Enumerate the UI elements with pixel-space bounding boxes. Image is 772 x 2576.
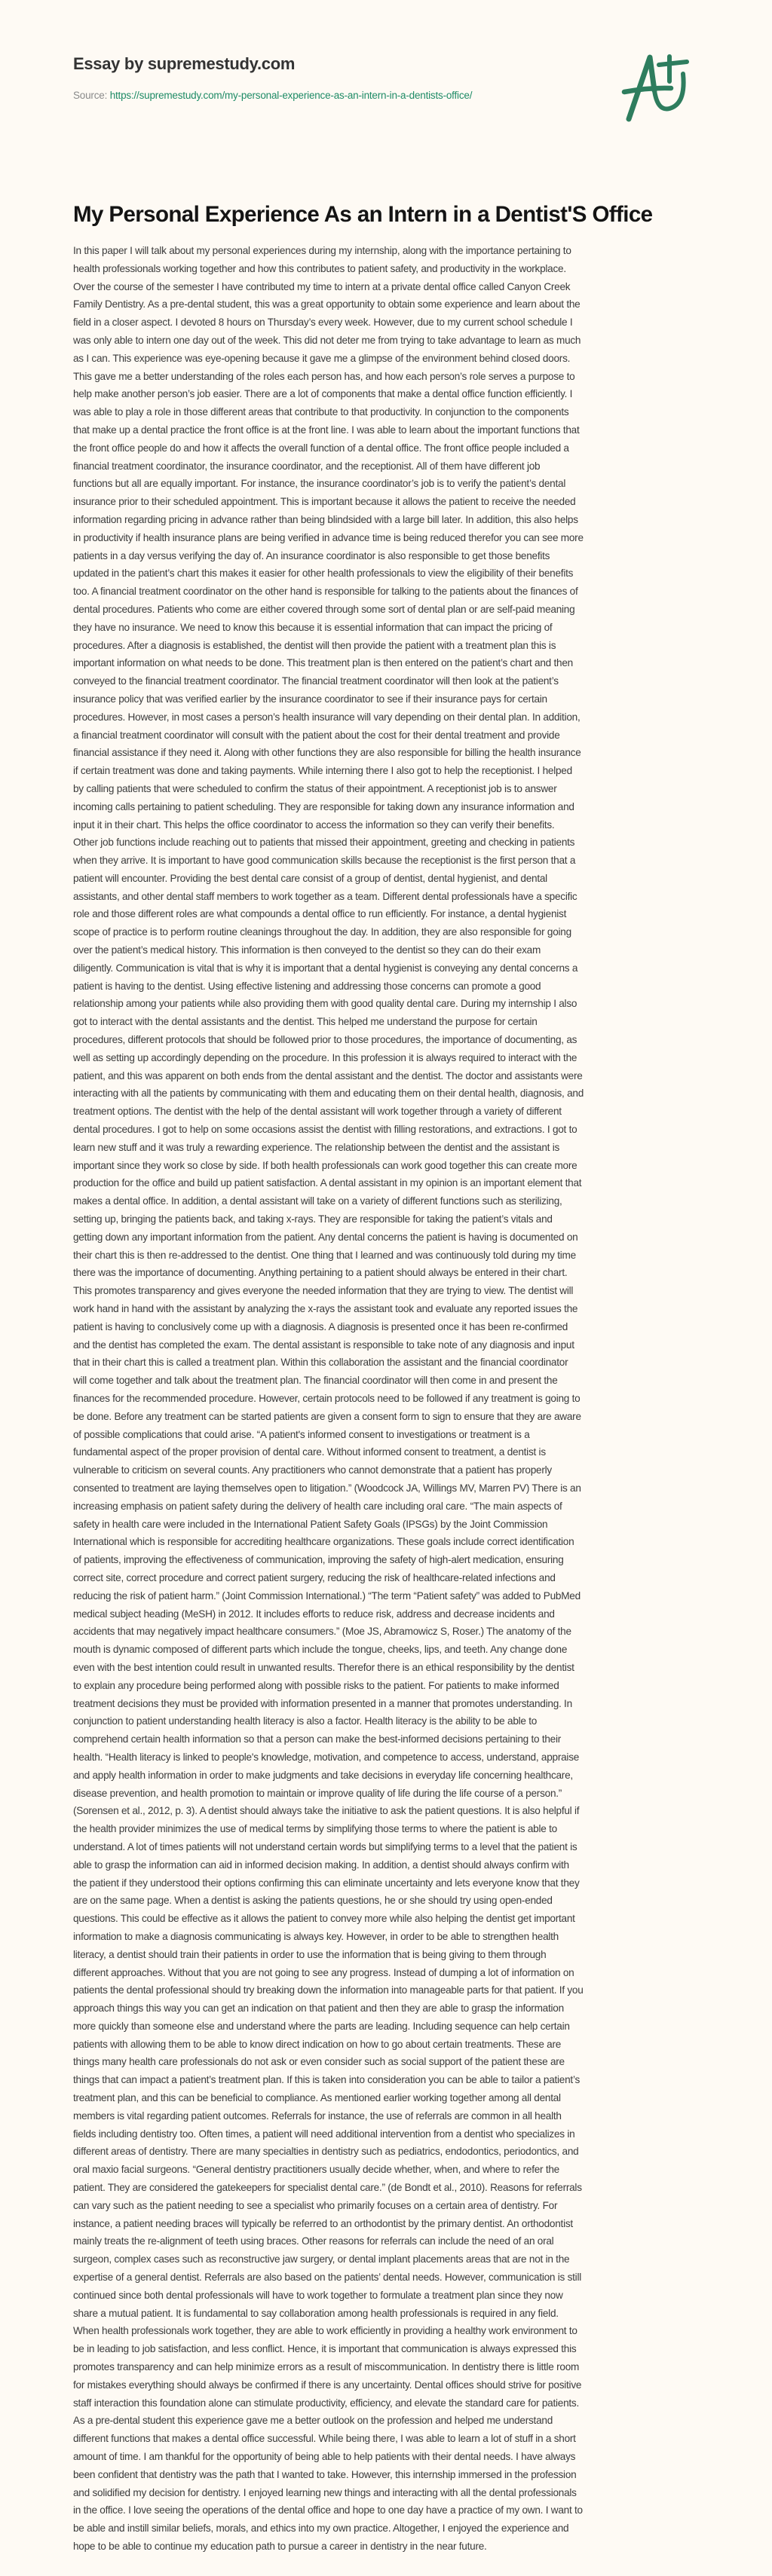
essay-line: increasing emphasis on patient safety during the delivery of health care including oral care. “The main aspects of [73,1500,562,1512]
essay-line: by calling patients that were scheduled to confirm the status of their appointment. A receptionist job is to answer [73,782,557,794]
essay-line: was able to play a role in those different areas that contribute to that productivity. In conjunction to the components [73,406,569,418]
essay-line: scope of practice is to perform routine cleanings throughout the day. In addition, they are also responsible for going [73,926,571,938]
essay-line: correct site, correct procedure and correct patient surgery, reducing the risk of healthcare-related infections and [73,1571,556,1583]
essay-line: be done. Before any treatment can be started patients are given a consent form to sign to ensure that they are aware [73,1410,581,1422]
essay-line: amount of time. I am thankful for the opportunity of being able to help patients with their dental needs. I have always [73,2451,576,2463]
essay-line: well as setting up accordingly depending on the procedure. In this profession it is always required to interact with the [73,1051,577,1063]
essay-line: that make up a dental practice the front office is at the front line. I was able to learn about the important functions that [73,424,580,436]
essay-line: different areas of dentistry. There are many specialties in dentistry such as pediatrics, endodontics, periodontics, and [73,2146,579,2158]
essay-line: in productivity if health insurance plans are being verified in advance time is being reduced therefor you can see more [73,531,584,543]
essay-line: able to grasp the information can aid in informed decision making. In addition, a dentist should always confirm with [73,1859,569,1871]
essay-line: vulnerable to criticism on several counts. Any practitioners who cannot demonstrate that a patient has properly [73,1464,552,1476]
essay-line: instance, a patient needing braces will typically be referred to an orthodontist by the primary dentist. An orthodontist [73,2217,573,2229]
site-title: Essay by supremestudy.com [73,54,296,73]
essay-line: the patient if they understood their options confirming this can eliminate uncertainty and lets everyone know that they [73,1877,580,1889]
essay-line: too. A financial treatment coordinator on the other hand is responsible for talking to the patients about the finances of [73,586,578,598]
essay-line: reducing the risk of patient harm.” (Joint Commission International.) “The term “Patient safety” was added to PubMed [73,1589,581,1602]
essay-line: procedures. After a diagnosis is established, the dentist will then provide the patient with a treatment plan this is [73,639,556,651]
essay-line: more quickly than someone else and understand where the parts are leading. Including sequence can help certain [73,2020,570,2032]
essay-line: got to interact with the dental assistants and the dentist. This helped me understand the purpose for certain [73,1016,538,1028]
essay-line: members is vital regarding patient outcomes. Referrals for instance, the use of referrals are common in all health [73,2109,562,2122]
essay-line: oral maxio facial surgeons. “General dentistry practitioners usually decide whether, when, and where to refer the [73,2164,559,2176]
essay-line: role and those different roles are what compounds a dental office to run efficiently. For instance, a dental hygienist [73,908,567,920]
essay-line: patient is having to conclusively come up with a diagnosis. A diagnosis is presented once it has been re-confirmed [73,1320,568,1332]
essay-line: they have no insurance. We need to know this because it is essential information that can impact the pricing of [73,621,553,633]
essay-line: consented to treatment are laying themselves open to litigation.” (Woodcock JA, Willings MV, Marren PV) There is an [73,1482,581,1494]
essay-line: disease prevention, and health promotion to maintain or improve quality of life during the life course of a person.” [73,1787,562,1799]
essay-line: interacting with all the patients by communicating with them and educating them on their dental health, diagnosis, and [73,1088,584,1100]
source-link[interactable]: https://supremestudy.com/my-personal-experience-as-an-intern-in-a-dentists-office/ [109,90,473,101]
essay-line: and solidified my decision for dentistry. I enjoyed learning new things and interacting with all the dental professionals [73,2486,577,2498]
essay-line: surgeon, complex cases such as reconstructive jaw surgery, or dental implant placements areas that are not in the [73,2253,570,2265]
a-plus-grade-icon [618,47,701,126]
essay-line: In this paper I will talk about my personal experiences during my internship, along with the importance pertaining to [73,245,571,256]
essay-line: This promotes transparency and gives everyone the needed information that they are trying to view. The dentist will [73,1285,574,1297]
essay-line: important since they work so close by side. If both health professionals can work good together this can create more [73,1159,577,1171]
essay-line: different functions that makes a dental office successful. While being there, I was able to learn a lot of stuff in a short [73,2433,576,2445]
essay-line: be able and instill similar beliefs, morals, and ethics into my own practice. Altogether, I enjoyed the experience and [73,2522,569,2535]
source-label: Source: [73,90,110,101]
essay-line: patient. They are considered the gatekeepers for specialist dental care.” (de Bondt et al., 2010). Reasons for referrals [73,2182,582,2194]
essay-line: understand. A lot of times patients will not understand certain words but simplifying terms to a level that the patient is [73,1840,577,1852]
essay-line: literacy, a dentist should train their patients in order to use the information that is being giving to them through [73,1948,547,1960]
essay-line: are on the same page. When a dentist is asking the patients questions, he or she should try using open-ended [73,1895,553,1907]
essay-line: insurance prior to their scheduled appointment. This is important because it allows the patient to receive the needed [73,496,576,508]
essay-line: and apply health information in order to make judgments and take decisions in everyday life concerning healthcare, [73,1769,573,1781]
essay-line: patient is having to the dentist. Using effective listening and addressing those concerns can promote a good [73,980,541,992]
essay-line: getting down any important information from the patient. Any dental concerns the patient is having is documented on [73,1231,578,1243]
essay-line: comprehend certain health information so that a person can make the best-informed decisions pertaining to their [73,1733,562,1745]
essay-line: fundamental aspect of the proper provision of dental care. Without informed consent to treatment, a dentist is [73,1446,546,1458]
essay-line: share a mutual patient. It is fundamental to say collaboration among health professionals is required in any field. [73,2307,559,2319]
essay-line: setting up, bringing the patients back, and taking x-rays. They are responsible for taking the patient’s vitals and [73,1213,553,1225]
essay-line: expertise of a general dentist. Referrals are also based on the patients’ dental needs. However, communication is still [73,2272,581,2284]
essay-line: can vary such as the patient needing to see a specialist who primarily focuses on a certain area of dentistry. For [73,2199,558,2211]
essay-line: of patients, improving the effectiveness of communication, improving the safety of high-alert medication, ensuring [73,1554,564,1566]
essay-line: patients in a day versus verifying the day of. An insurance coordinator is also responsible to get those benefits [73,549,550,561]
essay-line: the front office people do and how it affects the overall function of a dental office. The front office people included a [73,442,569,454]
essay-line: financial treatment coordinator, the insurance coordinator, and the receptionist. All of them have different job [73,460,541,472]
essay-line: approach things this way you can get an indication on that patient and then they are able to grasp the information [73,2002,564,2015]
essay-line: different approaches. Without that you are not going to see any progress. Instead of dumping a lot of information on [73,1966,574,1978]
essay-line: production for the office and build up patient satisfaction. A dental assistant in my opinion is an important element that [73,1177,582,1189]
essay-line: Other job functions include reaching out to patients that missed their appointment, greeting and checking in patients [73,837,575,849]
essay-line: Over the course of the semester I have contributed my time to intern at a private dental office called Canyon Creek [73,280,571,292]
essay-line: their chart this is then re-addressed to the dentist. One thing that I learned and was continuously told during my time [73,1249,576,1261]
essay-line: things many health care professionals do not ask or even consider such as social support of the patient these are [73,2056,565,2068]
essay-line: work hand in hand with the assistant by analyzing the x-rays the assistant took and evaluate any reported issues the [73,1303,578,1315]
essay-title: My Personal Experience As an Intern in a Dentist'S Office [73,202,653,227]
essay-line: information regarding pricing in advance rather than being blindsided with a large bill later. In addition, this also helps [73,513,578,525]
essay-line: hope to be able to continue my education path to pursue a career in dentistry in the near future. [73,2541,487,2552]
essay-line: for mistakes everything should always be confirmed if there is any uncertainty. Dental offices should strive for positive [73,2379,582,2391]
essay-line: procedures. However, in most cases a person’s health insurance will vary depending on their dental plan. In addition, [73,711,581,723]
essay-line: health professionals working together and how this contributes to patient safety, and productivity in the workplace. [73,262,566,274]
essay-line: continued since both dental professionals will have to work together to formulate a treatment plan since they now [73,2289,563,2301]
essay-line: updated in the patient’s chart this makes it easier for other health professionals to view the eligibility of their benefits [73,568,574,580]
essay-line: of possible complications that could arise. “A patient's informed consent to investigations or treatment is a [73,1428,530,1440]
essay-line: treatment options. The dentist with the help of the dental assistant will work together through a variety of different [73,1106,562,1118]
essay-line: information to make a diagnosis communicating is always key. However, in order to be able to strengthen health [73,1930,559,1942]
essay-line: learn new stuff and it was truly a rewarding experience. The relationship between the dentist and the assistant is [73,1141,560,1153]
essay-line: accidents that may negatively impact healthcare consumers.” (Moe JS, Abramowicz S, Roser.) The anatomy of the [73,1626,571,1638]
essay-line: was only able to intern one day out of the week. This did not deter me from trying to take advantage to learn as much [73,334,581,346]
essay-line: As a pre-dental student this experience gave me a better outlook on the profession and helped me understand [73,2415,553,2427]
essay-line: will come together and talk about the treatment plan. The financial coordinator will then come in and present the [73,1375,558,1387]
essay-line: assistants, and other dental staff members to work together as a team. Different dental professionals have a specific [73,890,577,902]
essay-line: insurance policy that was verified earlier by the insurance coordinator to see if their insurance pays for certain [73,693,547,705]
essay-line: when they arrive. It is important to have good communication skills because the receptionist is the first person that a [73,855,576,867]
essay-line: diligently. Communication is vital that is why it is important that a dental hygienist is conveying any dental concerns a [73,962,578,974]
essay-line: if certain treatment was done and taking payments. While interning there I also got to help the receptionist. I helped [73,765,572,777]
essay-line: (Sorensen et al., 2012, p. 3). A dentist should always take the initiative to ask the patient questions. It is also helpful if [73,1805,580,1817]
essay-line: treatment decisions they must be provided with information presented in a manner that promotes understanding. In [73,1697,572,1709]
essay-line: conveyed to the financial treatment coordinator. The financial treatment coordinator will then look at the patient’s [73,675,559,687]
essay-line: This gave me a better understanding of the roles each person has, and how each person’s role serves a purpose to [73,370,575,382]
essay-line: in the office. I love seeing the operations of the dental office and hope to one day have a practice of my own. I want to [73,2504,583,2516]
essay-line: be in leading to job satisfaction, and less conflict. Hence, it is important that communication is always expressed this [73,2343,577,2355]
essay-line: mouth is dynamic composed of different parts which include the tongue, cheeks, lips, and teeth. Any change done [73,1644,568,1656]
essay-line: and the dentist has completed the exam. The dental assistant is responsible to take note of any diagnosis and input [73,1338,574,1351]
essay-line: there was the importance of documenting. Anything pertaining to a patient should always be entered in their chart. [73,1267,568,1279]
essay-line: International which is responsible for accrediting healthcare organizations. These goals include correct identification [73,1536,574,1548]
essay-line: functions but all are equally important. For instance, the insurance coordinator’s job is to verify the patient’s dental [73,478,566,490]
essay-line: incoming calls pertaining to patient scheduling. They are responsible for taking down any insurance information and [73,800,574,812]
essay-line: the health provider minimizes the use of medical terms by simplifying those terms to where the patient is able to [73,1823,557,1835]
essay-line: patient will encounter. Providing the best dental care consist of a group of dentist, dental hygienist, and dental [73,872,547,884]
essay-line: questions. This could be effective as it allows the patient to convey more while also helping the dentist get important [73,1913,575,1925]
essay-line: staff interaction this foundation alone can stimulate productivity, efficiency, and elevate the standard care for patients. [73,2397,579,2409]
essay-line: even with the best intention could result in unwanted results. Therefor there is an ethical responsibility by the dentist [73,1661,574,1673]
essay-line: things that can impact a patient’s treatment plan. If this is taken into consideration you can be able to tailor a patient’s [73,2074,581,2086]
essay-line: patient, and this was apparent on both ends from the dental assistant and the dentist. The doctor and assistants were [73,1069,583,1081]
essay-line: conjunction to patient understanding health literacy is also a factor. Health literacy is the ability to be able to [73,1715,538,1727]
essay-line: promotes transparency and can help minimize errors as a result of miscommunication. In dentistry there is little room [73,2361,580,2373]
essay-line: input it in their chart. This helps the office coordinator to access the information so they can verify their benefits. [73,818,555,831]
essay-line: dental procedures. Patients who come are either covered through some sort of dental plan or are self-paid meaning [73,603,575,615]
essay-line: to explain any procedure being performed along with possible risks to the patient. For patients to make informed [73,1679,559,1691]
essay-line: a financial treatment coordinator will consult with the patient about the cost for their dental treatment and provide [73,729,560,741]
essay-line: procedures, different protocols that should be followed prior to those procedures, the importance of documenting, as [73,1034,577,1046]
essay-line: financial assistance if they need it. Along with other functions they are also responsible for billing the health insurance [73,747,581,759]
essay-line: that in their chart this is called a treatment plan. Within this collaboration the assistant and the financial coordinator [73,1357,568,1369]
essay-line: relationship among your patients while also providing them with good quality dental care. During my internship I also [73,998,577,1010]
source-line [73,90,472,101]
essay-line: safety in health care were included in the International Patient Safety Goals (IPSGs) by the Joint Commission [73,1518,548,1530]
essay-line: mainly treats the re-alignment of teeth using braces. Other reasons for referrals can include the need of an oral [73,2235,554,2247]
essay-line: dental procedures. I got to help on some occasions assist the dentist with filling restorations, and extractions. I got to [73,1124,577,1136]
essay-line: over the patient’s medical history. This information is then conveyed to the dentist so they can do their exam [73,944,541,956]
essay-body [73,242,706,2556]
essay-line: When health professionals work together, they are able to work efficiently in providing a healthy work environment to [73,2325,577,2337]
essay-line: as I can. This experience was eye-opening because it gave me a glimpse of the environment behind closed doors. [73,352,571,364]
essay-line: patients with allowing them to be able to know direct indication on how to go about certain treatments. These are [73,2038,562,2050]
essay-line: treatment plan, and this can be beneficial to compliance. As mentioned earlier working together among all dental [73,2092,561,2104]
essay-line: health. “Health literacy is linked to people's knowledge, motivation, and competence to access, understand, appraise [73,1751,580,1763]
essay-line: important information on what needs to be done. This treatment plan is then entered on the patient’s chart and then [73,657,573,669]
essay-line: finances for the recommended procedure. However, certain protocols need to be followed if any treatment is going to [73,1393,581,1404]
essay-line: fields including dentistry too. Often times, a patient will need additional intervention from a dentist who specializes in [73,2128,575,2140]
essay-line: field in a closer aspect. I devoted 8 hours on Thursday’s every week. However, due to my current school schedule I [73,317,573,329]
essay-line: patients the dental professional should try breaking down the information into manageable parts for that patient. If you [73,1984,584,1996]
essay-line: makes a dental office. In addition, a dental assistant will take on a variety of different functions such as sterilizing, [73,1195,562,1207]
essay-line: been confident that dentistry was the path that I wanted to take. However, this internship immersed in the profession [73,2468,577,2480]
essay-line: Family Dentistry. As a pre-dental student, this was a great opportunity to obtain some experience and learn about the [73,298,581,311]
essay-line: help make another person’s job easier. There are a lot of components that make a dental office function efficiently. I [73,388,573,400]
essay-line: medical subject heading (MeSH) in 2012. It includes efforts to reduce risk, address and decrease incidents and [73,1608,555,1620]
